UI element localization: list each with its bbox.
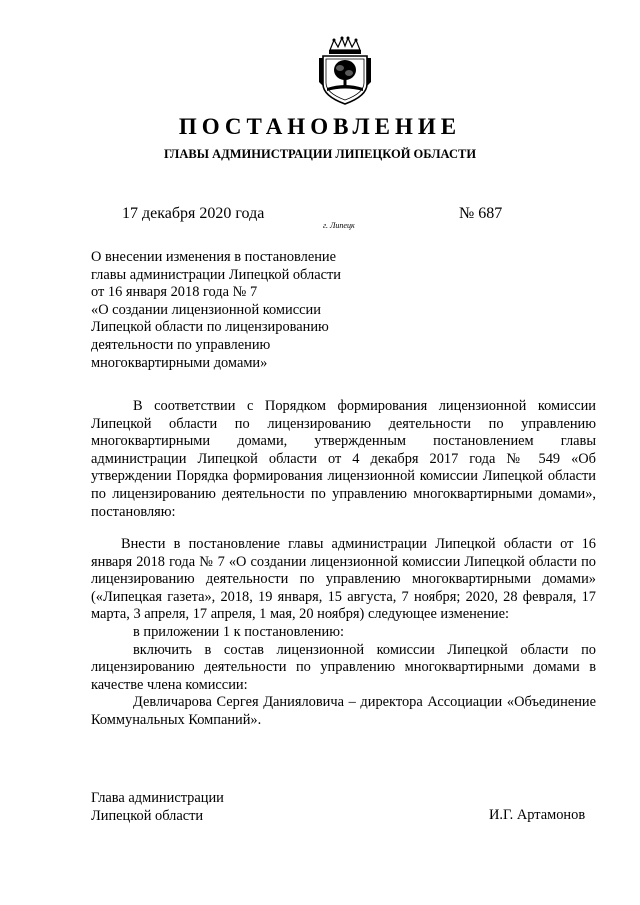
signatory-position-line: Липецкой области (91, 807, 204, 824)
document-title: ПОСТАНОВЛЕНИЕ (178, 114, 462, 139)
subject-line: многоквартирными домами» (91, 354, 268, 371)
signatory-position (91, 790, 224, 825)
subject-line: Липецкой области по лицензированию (91, 319, 329, 336)
resolution-block (91, 536, 596, 730)
document-number: № 687 (459, 205, 503, 222)
subject-line: от 16 января 2018 года № 7 (91, 284, 258, 301)
amendment-paragraph: Внести в постановление главы администрации Липецкой области от 16 января 2018 года № 7 «О создании лицензионной комиссии Липецкой области по лицензированию деятельности по управлению многоквартирными домами» («Липецкая газета», 2018, 19 января, 15 августа, 7 ноября; 2020, 28 февраля, 17 марта, 3 апреля, 17 апреля, 1 мая, 20 ноября) следующее изменение: (91, 536, 596, 623)
include-paragraph: включить в состав лицензионной комиссии Липецкой области по лицензированию деятельности по управлению многоквартирными домами в качестве члена комиссии: (91, 641, 596, 693)
signatory-position-line: Глава администрации (91, 790, 224, 806)
document-city: г. Липецк (323, 221, 355, 230)
document-subject (91, 249, 391, 372)
subject-line: деятельности по управлению (91, 336, 271, 353)
signatory-name: И.Г. Артамонов (489, 807, 586, 823)
member-paragraph: Девличарова Сергея Данияловича – директора Ассоциации «Объединение Коммунальных Компаний». (91, 694, 596, 728)
subject-line: «О создании лицензионной комиссии (91, 301, 321, 318)
subject-line: О внесении изменения в постановление (91, 249, 337, 265)
document-subtitle: ГЛАВЫ АДМИНИСТРАЦИИ ЛИПЕЦКОЙ ОБЛАСТИ (163, 147, 477, 161)
subject-line: главы администрации Липецкой области (91, 266, 341, 283)
preamble-paragraph (91, 398, 596, 521)
coat-of-arms-icon (318, 36, 372, 106)
document-date: 17 декабря 2020 года (122, 205, 265, 222)
appendix-line: в приложении 1 к постановлению: (133, 623, 344, 640)
preamble-text: В соответствии с Порядком формирования лицензионной комиссии Липецкой области по лицензированию деятельности по управлению многоквартирными домами, утвержденным постановлением главы администрации Липецкой области от 4 декабря 2017 года № 549 «Об утверждении Порядка формирования лицензионной комиссии Липецкой области по лицензированию деятельности по управлению многоквартирными домами», постановляю: (91, 398, 596, 520)
